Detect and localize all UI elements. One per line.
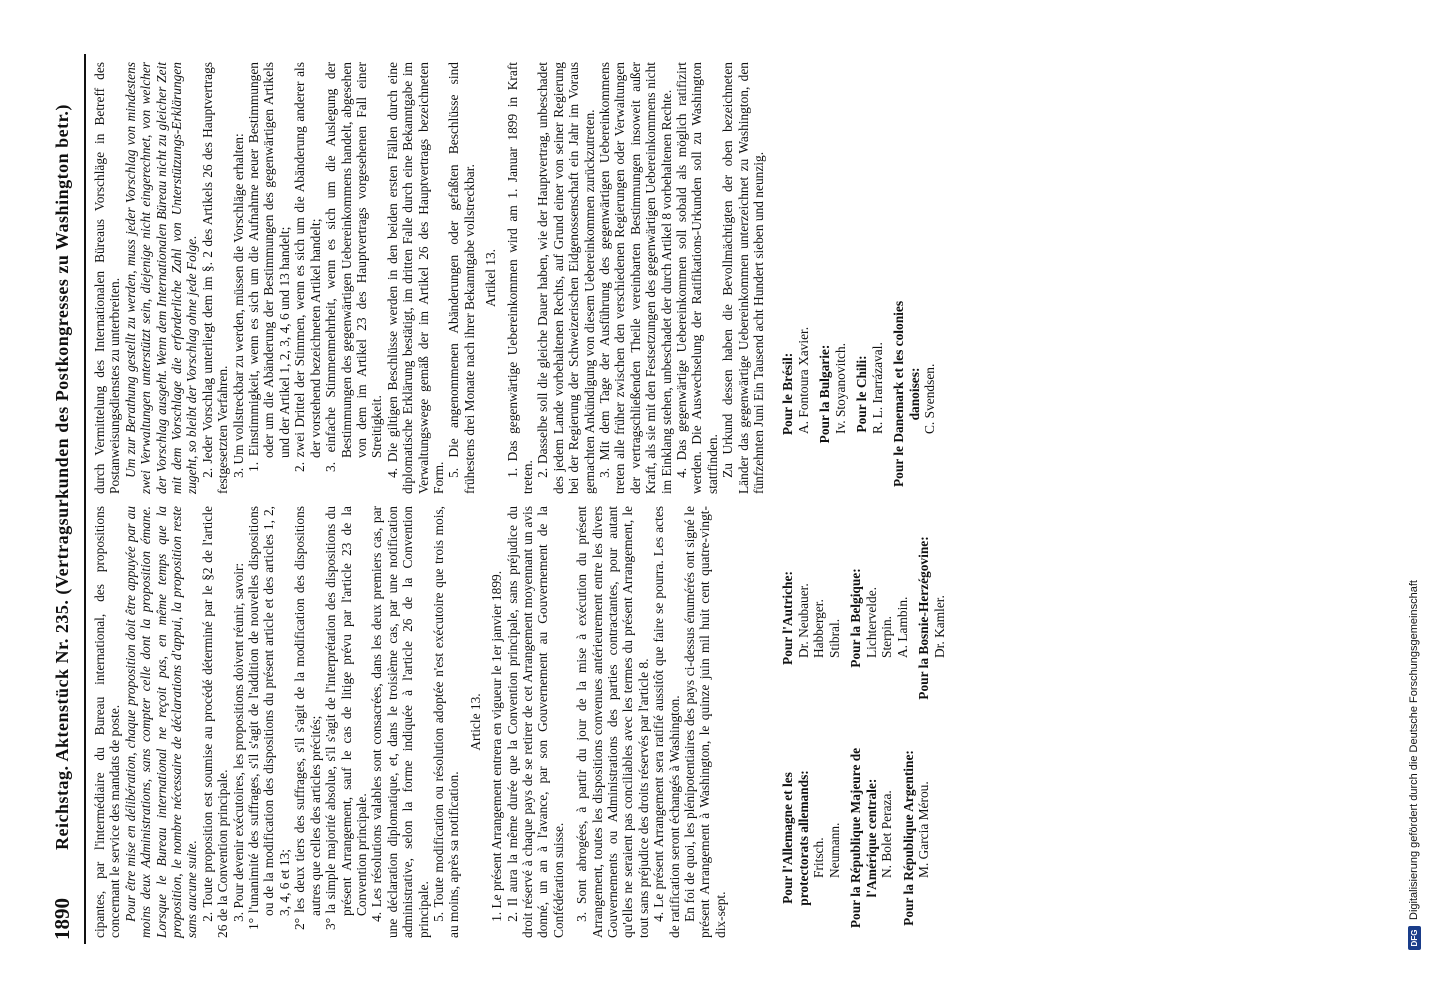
signatory-name: N. Bolet Peraza. [879,790,894,878]
page-header [44,60,80,940]
header-title: Reichstag. Aktenstück Nr. 235. (Vertragsurkunden des Postkongresses zu Washington betr.) [52,104,72,850]
signatory-block [780,738,842,938]
paragraph: 3. Um vollstreckbar zu werden, müssen die Vorschläge erhalten: [230,133,246,478]
signatory-name: M. Garcia Mérou. [916,781,931,878]
signatory-heading: Pour la Bosnie-Herzégovine: [916,536,931,700]
signatory-name: C. Svendsen. [922,363,937,434]
paragraph: 2. Il aura la même durée que la Convention principale, sans préjudice du droit réservé à chaque pays de se retirer de cet Arrangement moyennant un avis donné, un an à l'avance, par son Gouvernement au Gouvernement de la Confédération suisse. [504,506,566,938]
signature-column [780,518,953,718]
paragraph: 2. Toute proposition est soumise au procédé déterminé par le §2 de l'article 26 de la Convention principale. [199,506,231,938]
dfg-logo-icon: DFG [1408,926,1421,950]
paragraph: En foi de quoi, les plénipotentiaires des pays ci-dessus énumérés ont signé le présent Arrangement à Washington, le quinze juin mil huit cent quatre-vingt-dix-sept. [682,506,728,938]
paragraph: 5. Toute modification ou résolution adoptée n'est exécutoire que trois mois, au moins, après sa notification. [430,506,462,938]
article-heading: Article 13. [467,693,483,751]
paragraph: durch Vermittelung des Internationalen Büreaus Vorschläge in Betreff des Postanweisungsdienstes zu unterbreiten. [92,62,123,494]
signatory-name: Sterpin. [879,615,894,658]
signatory-name: Habberger. [811,599,826,658]
signatory-name: R. L. Irarrázaval. [869,342,885,434]
signatory-name: Neumann. [826,822,842,878]
paragraph: 3. Sont abrogées, à partir du jour de la mise à exécution du présent Arrangement, toutes les dispositions convenues antérieurement entre les divers Gouvernements ou Administrations des parties contractantes, pour autant qu'elles ne seraient pas conciliables avec les termes du présent Arrangement, le tout sans préjudice des droits réservés par l'article 8. [574,506,651,938]
signatory-name: Lichtervelde. [863,586,879,658]
signatory-block [916,518,947,718]
paragraph: 2. Dasselbe soll die gleiche Dauer haben, wie der Hauptvertrag, unbeschadet des jedem Lande vorbehaltenen Rechts, auf Grund einer von seiner Regierung bei der Regierung der Schweizerischen Eidgenossenschaft ein Jahr im Voraus gemachten Ankündigung von diesem Uebereinkommen zurückzutreten. [535,62,597,494]
paragraph: 2. Jeder Vorschlag unterliegt dem im §. 2 des Artikels 26 des Hauptvertrags festgesetzten Verfahren. [199,62,231,494]
paragraph: 3. Pour devenir exécutoires, les propositions doivent réunir, savoir: [230,562,246,922]
signature-column [780,738,938,938]
german-column [92,62,766,494]
header-rule [84,54,86,944]
signatory-heading: Pour le Chili: [854,355,869,433]
paragraph: Zu Urkund dessen haben die Bevollmächtigten der oben bezeichneten Länder das gegenwärtige Uebereinkommen unterzeichnet zu Washington, den fünfzehnten Juni Ein Tausend acht Hundert sieben und neunzig. [720,62,767,494]
french-column [92,506,728,938]
signatory-name: Iv. Stoyanovitch. [832,343,848,434]
signatory-block [901,738,932,938]
signatory-heading: Pour la République Argentine: [900,750,916,926]
page-number: 1890 [50,898,74,940]
signatory-block [854,294,885,494]
list-item: 1° l'unanimité des suffrages, s'il s'agit de l'addition de nouvelles dispositions ou de la modification des dispositions du présent article et des articles 1, 2, 3, 4, 6 et 13; [246,506,292,930]
signatory-heading: Pour l'Autriche: [780,571,795,665]
list-item: 1. Einstimmigkeit, wenn es sich um die Aufnahme neuer Bestimmungen oder um die Abänderung der Bestimmungen des gegenwärtigen Artikels und der Artikel 1, 2, 3, 4, 6 und 13 handelt; [246,62,292,472]
list-item: 2° les deux tiers des suffrages, s'il s'agit de la modification des dispositions autres que celles des articles précités; [292,506,323,930]
signature-column [780,294,944,494]
signatory-heading: Pour le Danemark et les colonies danoises: [891,300,922,488]
signatory-block [817,294,848,494]
paragraph: 3. Mit dem Tage der Ausführung des gegenwärtigen Uebereinkommens treten alle früher zwischen den verschiedenen Regierungen oder Verwaltungen der vertragschließenden Theile vereinbarten Bestimmungen insoweit außer Kraft, als sie mit den Festsetzungen des gegenwärtigen Uebereinkommens nicht im Einklang stehen, unbeschadet der durch Artikel 8 vorbehaltenen Rechte. [597,62,674,494]
article-heading: Artikel 13. [483,249,499,308]
signatory-name: A. Fontoura Xavier. [795,326,811,434]
paragraph: Um zur Berathung gestellt zu werden, muss jeder Vorschlag von mindestens zwei Verwaltungen unterstützt sein, diejenige nicht eingerechnet, von welcher der Vorschlag ausgeht. Wenn dem Internationalen Büreau nicht zu gleicher Zeit mit dem Vorschlage die erforderliche Zahl von Unterstützungs-Erklärungen zugeht, so bleibt der Vorschlag ohne jede Folge. [122,62,200,494]
signatory-name: A. Lambin. [894,596,910,658]
paragraph: 4. Die giltigen Beschlüsse werden in den beiden ersten Fällen durch eine diplomatische Erklärung bestätigt, im dritten Falle durch eine Bekanntgabe im Verwaltungswege gemäß der im Artikel 26 des Hauptvertrags bezeichneten Form. [384,62,446,494]
paragraph: 4. Le présent Arrangement sera ratifié aussitôt que faire se pourra. Les actes de ratification seront échangés à Washington. [651,506,682,938]
paragraph: 4. Das gegenwärtige Uebereinkommen soll sobald als möglich ratifizirt werden. Die Auswechselung der Ratifikations-Urkunden soll zu Washington stattfinden. [674,62,720,494]
paragraph: 1. Le présent Arrangement entrera en vigueur le 1er janvier 1899. [489,570,505,922]
signatory-heading: Pour la République Majeure de l'Amérique centrale: [848,747,879,929]
signatory-heading: Pour l'Allemagne et les protectorats allemands: [780,770,811,906]
paragraph: 1. Das gegenwärtige Uebereinkommen wird am 1. Januar 1899 in Kraft treten. [504,62,535,494]
signatory-name: Stibral. [826,618,842,658]
paragraph: Pour être mise en délibération, chaque proposition doit être appuyée par au moins deux Administrations, sans compter celle dont la proposition émane. Lorsque le Bureau international ne reçoit pas, en même temps que la proposition, le nombre nécessaire de déclarations d'appui, la proposition reste sans aucune suite. [122,506,200,938]
paragraph: cipantes, par l'intermédiaire du Bureau international, des propositions concernant le service des mandats de poste. [92,506,123,938]
paragraph: 5. Die angenommenen Abänderungen oder gefaßten Beschlüsse sind frühestens drei Monate nach ihrer Bekanntgabe vollstreckbar. [446,62,477,494]
signatory-heading: Pour la Bulgarie: [817,344,832,444]
signatory-block [780,518,842,718]
signatory-block [848,518,910,718]
signatory-name: Fritsch. [811,837,826,878]
footer-text: Digitalisierung gefördert durch die Deutsche Forschungsgemeinschaft [1408,580,1420,920]
paragraph: 4. Les résolutions valables sont consacrées, dans les deux premiers cas, par une déclaration diplomatique, et, dans le troisième cas, par une notification administrative, selon la forme indiquée à l'article 26 de la Convention principale. [369,506,431,938]
signatory-block [780,294,811,494]
signatory-heading: Pour la Belgique: [848,568,863,668]
list-item: 2. zwei Drittel der Stimmen, wenn es sich um die Abänderung anderer als der vorstehend bezeichneten Artikel handelt; [292,62,323,472]
list-item: 3° la simple majorité absolue, s'il s'agit de l'interprétation des dispositions du présent Arrangement, sauf le cas de litige prévu par l'article 23 de la Convention principale. [323,506,369,930]
list-item: 3. einfache Stimmenmehrheit, wenn es sich um die Auslegung der Bestimmungen des gegenwärtigen Uebereinkommens handelt, abgesehen von dem im Artikel 23 des Hauptvertrags vorgesehenen Fall einer Streitigkeit. [323,62,385,472]
signatory-block [891,294,938,494]
signatory-block [848,738,895,938]
signatory-name: Dr. Kamler. [931,595,947,658]
digitization-footer [1404,50,1426,950]
signatory-name: Dr. Neubauer. [795,583,811,658]
signatory-heading: Pour le Brésil: [780,352,795,436]
